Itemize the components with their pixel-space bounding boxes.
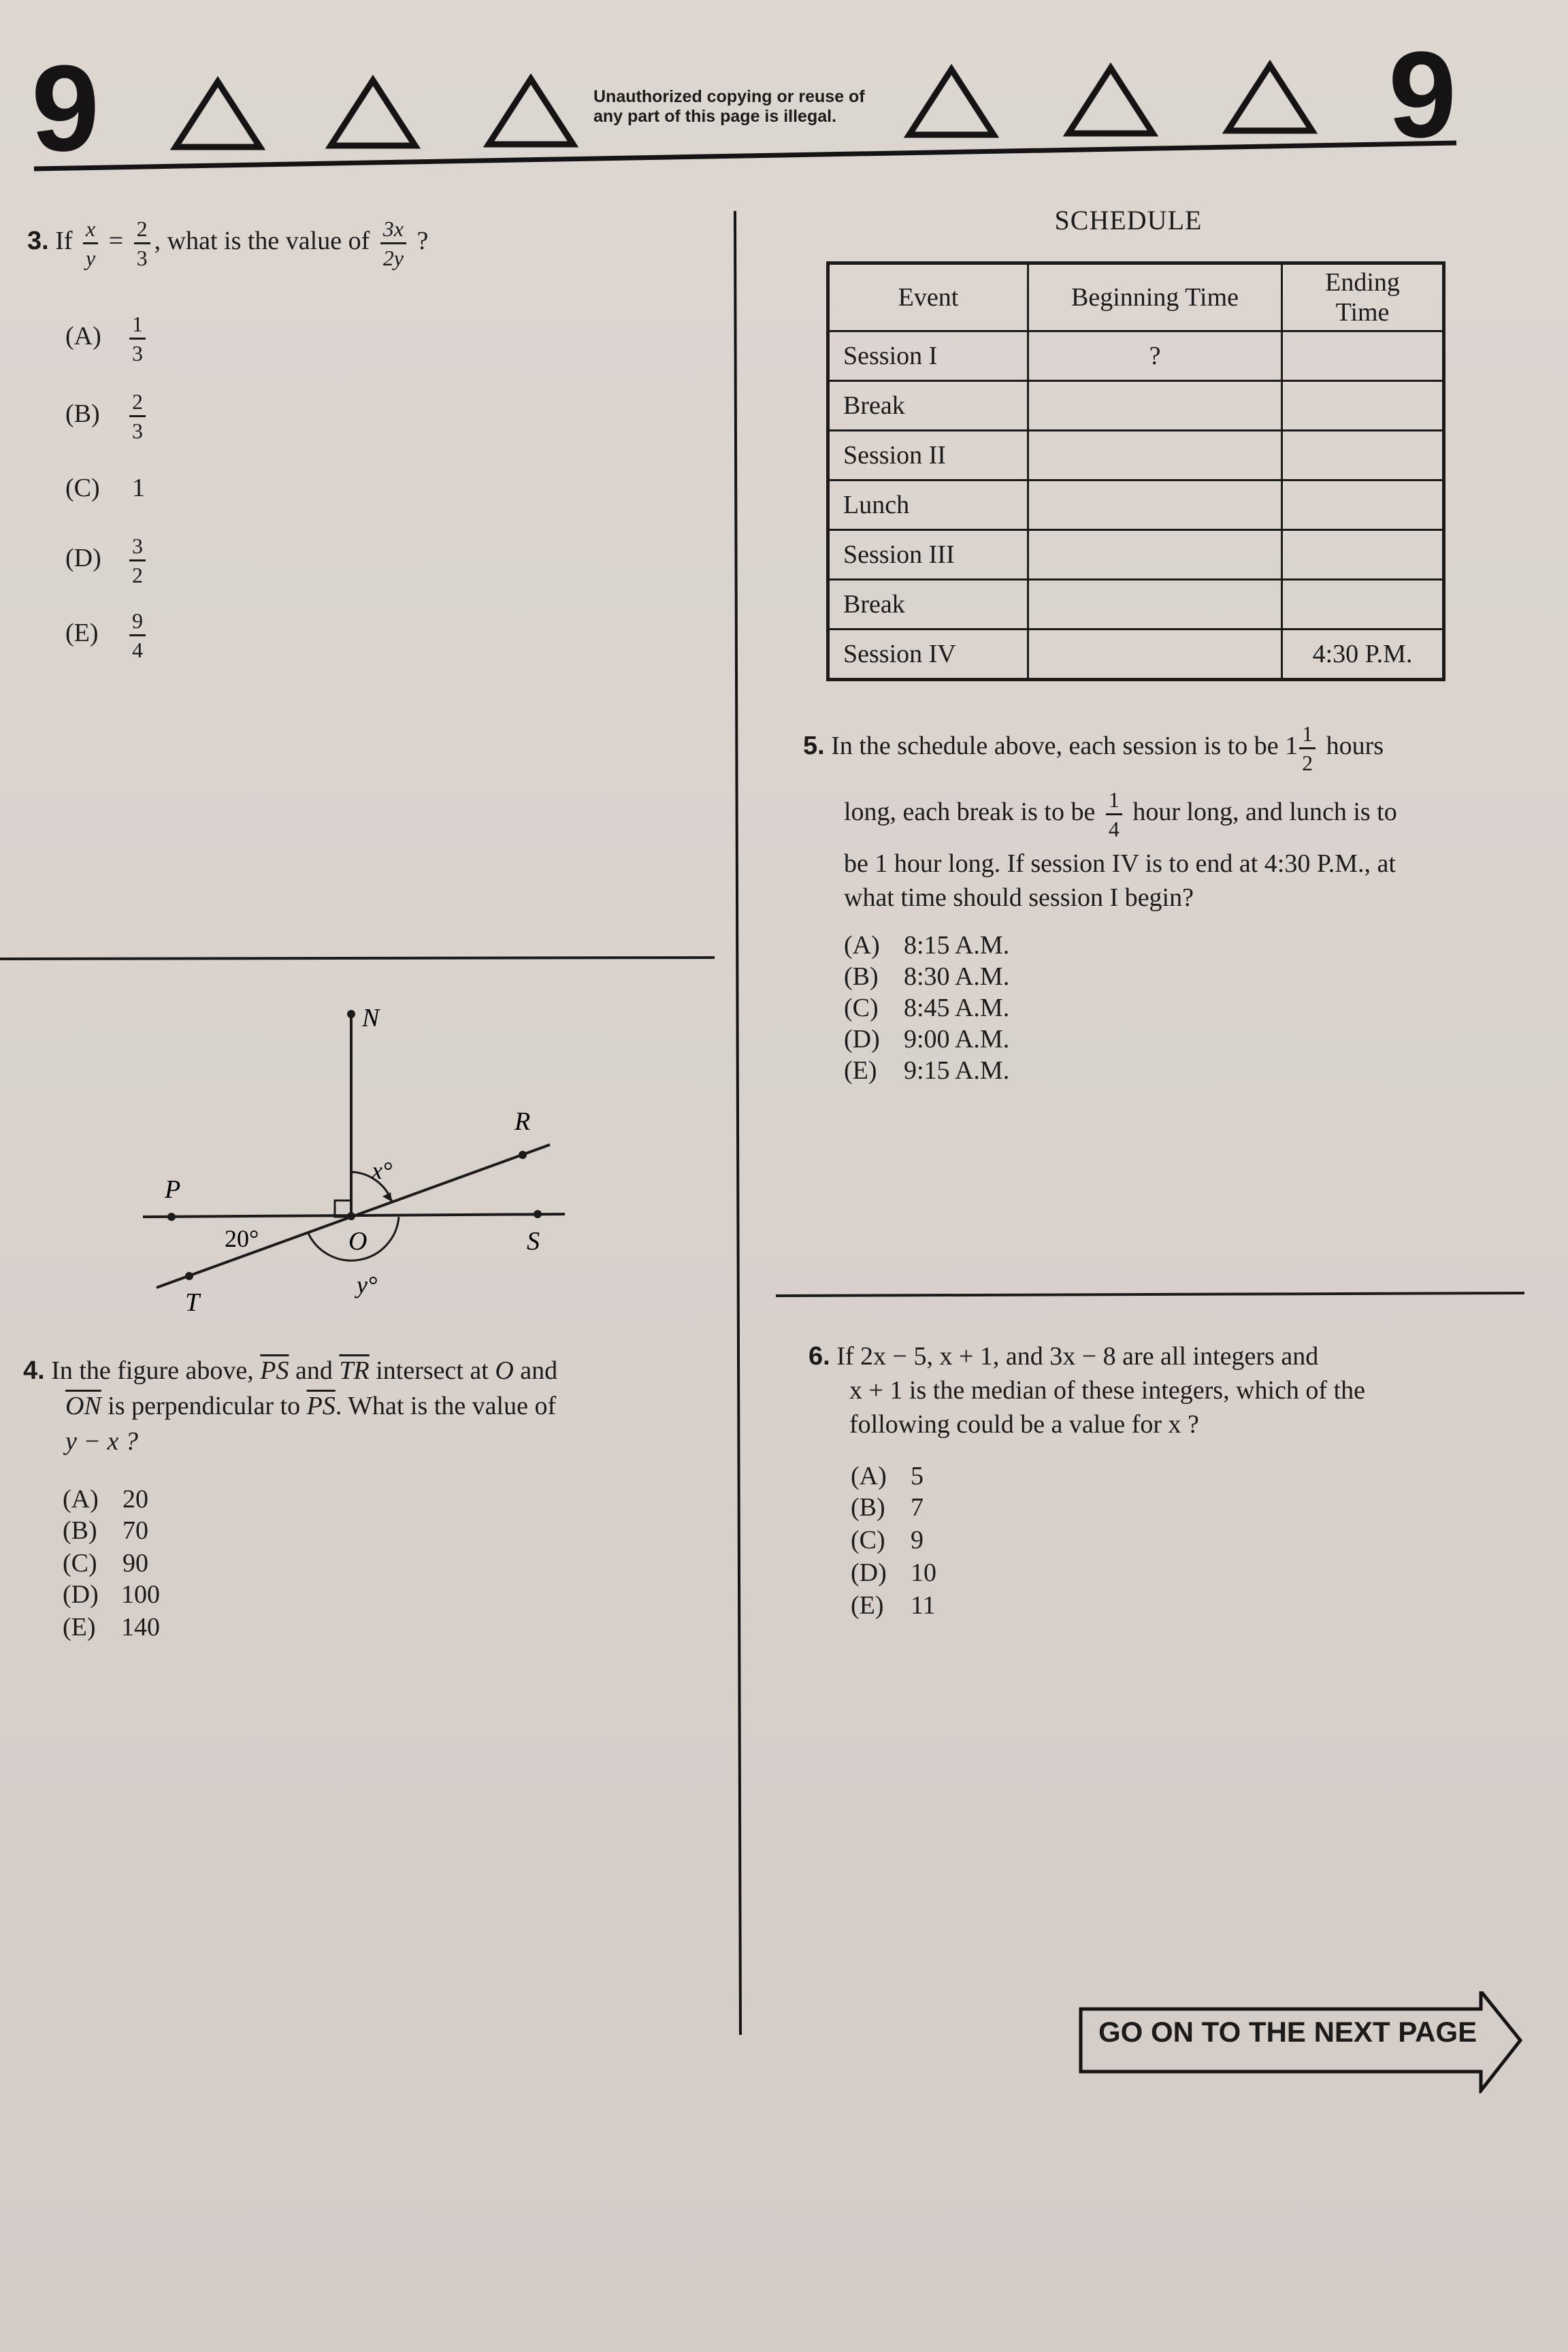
right-section-rule bbox=[776, 1284, 1524, 1304]
schedule-table bbox=[826, 261, 1446, 681]
q6-option-c[interactable]: (C) 9 bbox=[851, 1526, 924, 1554]
point-o bbox=[347, 1212, 355, 1220]
q3-option-a[interactable]: (A) $\frac{1}{3}$ bbox=[65, 313, 150, 364]
point-s bbox=[534, 1210, 542, 1218]
table-row: Break bbox=[828, 580, 1444, 630]
point-p bbox=[167, 1213, 176, 1221]
q5-option-e[interactable]: (E) 9:15 A.M. bbox=[844, 1056, 1010, 1085]
question-6-stem: 6. If 2x − 5, x + 1, and 3x − 8 are all integers and x + 1 is the median of these integers, which of the following could be a value for x ? bbox=[808, 1342, 1366, 1439]
q4-option-d[interactable]: (D) 100 bbox=[63, 1580, 160, 1609]
q6-option-d[interactable]: (D) 10 bbox=[851, 1558, 936, 1587]
q3-option-e[interactable]: (E) $\frac{9}{4}$ bbox=[65, 610, 150, 661]
header-event: Event bbox=[828, 263, 1028, 331]
section-number-right: 9 bbox=[1388, 27, 1457, 163]
angle-20-label: 20° bbox=[225, 1225, 259, 1252]
column-divider bbox=[728, 211, 749, 2048]
q4-option-a[interactable]: (A) 20 bbox=[63, 1485, 148, 1514]
go-on-to-next-page: GO ON TO THE NEXT PAGE bbox=[1078, 1991, 1527, 2097]
angle-x-label: x° bbox=[372, 1157, 393, 1184]
copyright-notice: Unauthorized copying or reuse of any part of this page is illegal. bbox=[593, 87, 865, 126]
header-beginning-time: Beginning Time bbox=[1028, 263, 1282, 331]
section-number-left: 9 bbox=[31, 40, 100, 177]
fraction-3x-over-2y: $\frac{3x}{2y}$ bbox=[380, 218, 406, 269]
triangle-icon bbox=[1063, 63, 1158, 139]
fraction-x-over-y: $\frac{x}{y}$ bbox=[83, 218, 98, 269]
table-header-row bbox=[828, 263, 1444, 331]
table-row: Session I ? bbox=[828, 331, 1444, 381]
label-t: T bbox=[185, 1288, 200, 1317]
geometry-figure bbox=[129, 994, 606, 1334]
point-r bbox=[519, 1151, 527, 1159]
q5-option-a[interactable]: (A) 8:15 A.M. bbox=[844, 931, 1010, 960]
question-5-stem: 5. In the schedule above, each session is to be 1 $\frac{1}{2}$ hours long, each break is to be $\frac{1}{4}$ hour long, and lunch is to be 1 hour long. If session IV is to end at 4:30 P.M., at what time should session I begin? bbox=[803, 721, 1397, 912]
q5-option-c[interactable]: (C) 8:45 A.M. bbox=[844, 994, 1010, 1022]
q5-option-d[interactable]: (D) 9:00 A.M. bbox=[844, 1025, 1010, 1054]
q3-option-c[interactable]: (C) 1 bbox=[65, 474, 145, 502]
table-row: Session III bbox=[828, 530, 1444, 580]
q4-option-b[interactable]: (B) 70 bbox=[63, 1516, 148, 1545]
q6-option-a[interactable]: (A) 5 bbox=[851, 1462, 924, 1490]
q6-option-e[interactable]: (E) 11 bbox=[851, 1591, 936, 1620]
left-section-rule bbox=[0, 949, 721, 970]
table-row: Lunch bbox=[828, 480, 1444, 530]
label-o: O bbox=[348, 1227, 368, 1256]
q6-option-b[interactable]: (B) 7 bbox=[851, 1493, 924, 1522]
table-row: Session IV 4:30 P.M. bbox=[828, 630, 1444, 680]
point-n bbox=[347, 1010, 355, 1018]
q5-option-b[interactable]: (B) 8:30 A.M. bbox=[844, 962, 1010, 991]
question-3-stem: 3. If $\frac{x}{y}$ = $\frac{2}{3}$ , what is the value of $\frac{3x}{2y}$ ? bbox=[27, 216, 429, 270]
fraction-2-over-3: $\frac{2}{3}$ bbox=[134, 218, 150, 269]
triangle-icon bbox=[1222, 60, 1318, 136]
question-4-stem: 4. In the figure above, $\overline{PS}$ and $\overline{TR}$ intersect at O and $\overline{ON}$ is perpendicular to $\overline{PS}$. What is the value of y − x ? bbox=[23, 1356, 558, 1456]
header-ending-time: Ending Time bbox=[1282, 263, 1444, 331]
label-p: P bbox=[165, 1175, 181, 1204]
angle-y-label: y° bbox=[357, 1271, 378, 1298]
schedule-title: SCHEDULE bbox=[1054, 205, 1203, 235]
label-s: S bbox=[527, 1227, 540, 1256]
label-r: R bbox=[514, 1107, 531, 1136]
label-n: N bbox=[362, 1004, 380, 1032]
table-row: Break bbox=[828, 381, 1444, 431]
header-rule bbox=[0, 129, 1568, 177]
point-t bbox=[185, 1272, 193, 1280]
q3-option-d[interactable]: (D) $\frac{3}{2}$ bbox=[65, 535, 150, 586]
q4-option-c[interactable]: (C) 90 bbox=[63, 1549, 148, 1578]
q4-option-e[interactable]: (E) 140 bbox=[63, 1613, 160, 1642]
table-row: Session II bbox=[828, 431, 1444, 480]
q3-option-b[interactable]: (B) $\frac{2}{3}$ bbox=[65, 391, 150, 442]
